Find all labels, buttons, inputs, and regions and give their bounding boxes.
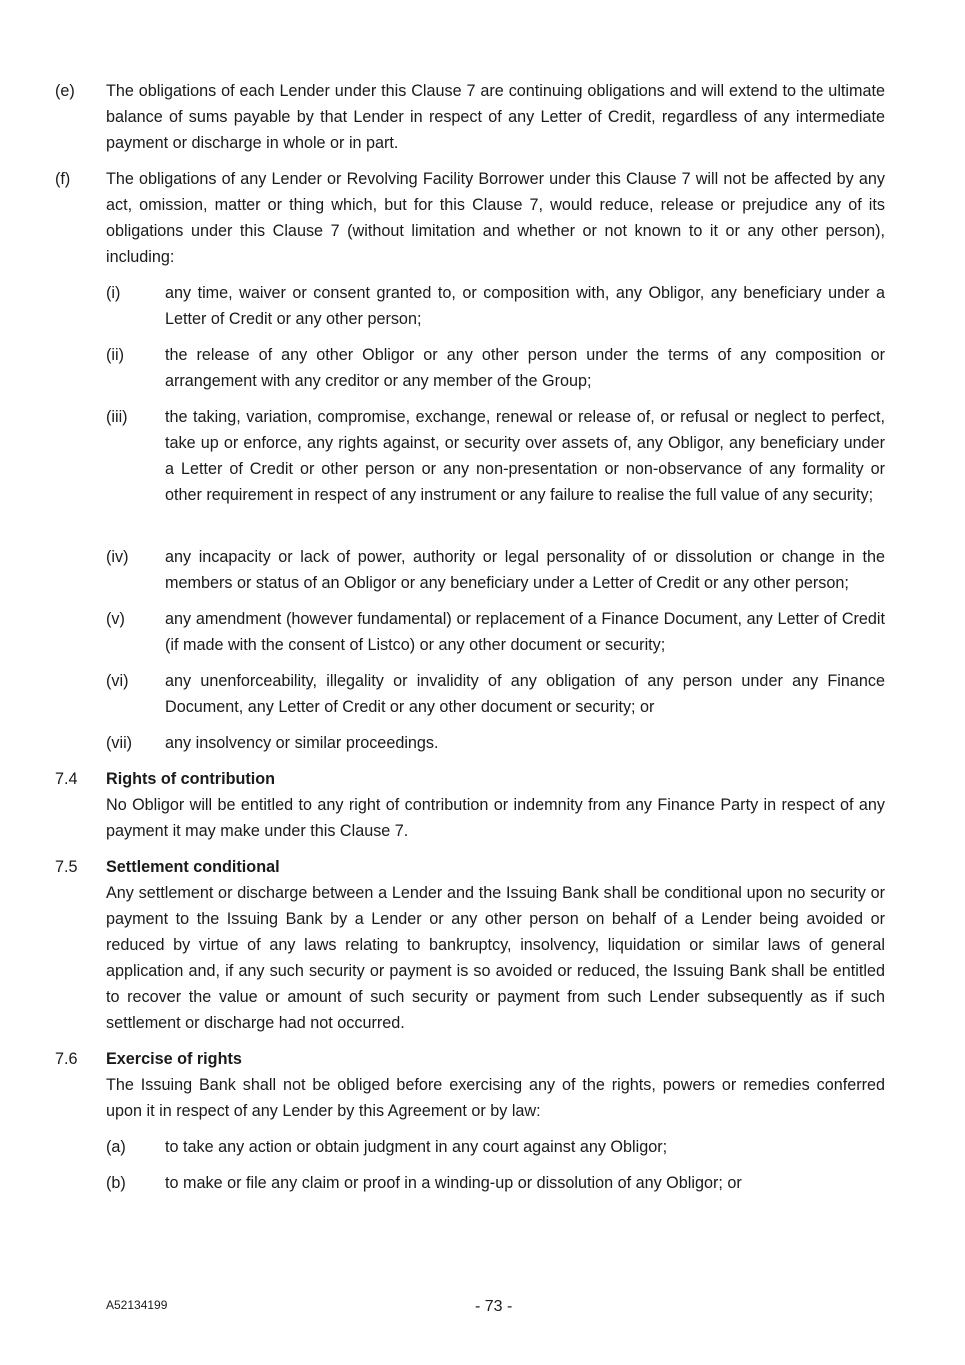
list-item-number: (iii) [106, 408, 128, 426]
list-item-number: (vii) [106, 734, 133, 752]
list-item-number: (a) [106, 1138, 126, 1156]
list-item-number: (ii) [106, 346, 124, 364]
list-item-text: to make or file any claim or proof in a winding-up or dissolution of any Obligor; or [165, 1174, 742, 1192]
list-item-text: to take any action or obtain judgment in any court against any Obligor; [165, 1138, 668, 1156]
list-item-text: any amendment (however fundamental) or replacement of a Finance Document, any Letter of Credit (if made with the consent of Listco) or any other document or security; [165, 610, 885, 654]
paragraph-text: The obligations of each Lender under this Clause 7 are continuing obligations and will extend to the ultimate balance of sums payable by that Lender in respect of any Letter of Credit, regardless of any intermediate payment or discharge in whole or in part. [106, 82, 885, 152]
section-body [106, 766, 885, 844]
list-item-text: any incapacity or lack of power, authority or legal personality of or dissolution or change in the members or status of an Obligor or any beneficiary under a Letter of Credit or any other person; [165, 548, 885, 592]
list-item-text: the release of any other Obligor or any other person under the terms of any composition or arrangement with any creditor or any member of the Group; [165, 346, 885, 390]
document-id: A52134199 [106, 1298, 168, 1312]
section-heading: Settlement conditional [106, 858, 280, 876]
section-body [106, 854, 885, 1036]
page-number: - 73 - [475, 1298, 513, 1315]
paragraph-number: (f) [55, 170, 71, 188]
list-item-text: any insolvency or similar proceedings. [165, 734, 439, 752]
section-number: 7.4 [55, 770, 78, 788]
section-text: Any settlement or discharge between a Lender and the Issuing Bank shall be conditional upon no security or payment to the Issuing Bank by a Lender or any other person on behalf of a Lender being avoided or reduced by virtue of any laws relating to bankruptcy, insolvency, liquidation or similar laws of general application and, if any such security or payment is so avoided or reduced, the Issuing Bank shall be entitled to recover the value or amount of such security or payment from such Lender subsequently as if such settlement or discharge had not occurred. [106, 884, 885, 1032]
list-item-number: (iv) [106, 548, 129, 566]
section-text: The Issuing Bank shall not be obliged before exercising any of the rights, powers or remedies conferred upon it in respect of any Lender by this Agreement or by law: [106, 1076, 885, 1120]
paragraph-text: The obligations of any Lender or Revolving Facility Borrower under this Clause 7 will not be affected by any act, omission, matter or thing which, but for this Clause 7, would reduce, release or prejudice any of its obligations under this Clause 7 (without limitation and whether or not known to it or any other person), including: [106, 170, 885, 266]
section-heading: Exercise of rights [106, 1050, 242, 1068]
list-item-text: any unenforceability, illegality or invalidity of any obligation of any person under any Finance Document, any Letter of Credit or any other document or security; or [165, 672, 885, 716]
list-item-number: (b) [106, 1174, 126, 1192]
list-item-number: (i) [106, 284, 121, 302]
list-item-text: any time, waiver or consent granted to, or composition with, any Obligor, any beneficiary under a Letter of Credit or any other person; [165, 284, 885, 328]
section-body [106, 1046, 885, 1124]
section-heading: Rights of contribution [106, 770, 276, 788]
section-number: 7.6 [55, 1050, 78, 1068]
section-number: 7.5 [55, 858, 78, 876]
list-item-text: the taking, variation, compromise, exchange, renewal or release of, or refusal or neglect to perfect, take up or enforce, any rights against, or security over assets of, any Obligor, any beneficiary under a Letter of Credit or other person or any non-presentation or non-observance of any formality or other requirement in respect of any instrument or any failure to realise the full value of any security; [165, 408, 885, 504]
section-text: No Obligor will be entitled to any right of contribution or indemnity from any Finance Party in respect of any payment it may make under this Clause 7. [106, 796, 885, 840]
list-item-number: (vi) [106, 672, 129, 690]
paragraph-number: (e) [55, 82, 75, 100]
list-item-number: (v) [106, 610, 125, 628]
